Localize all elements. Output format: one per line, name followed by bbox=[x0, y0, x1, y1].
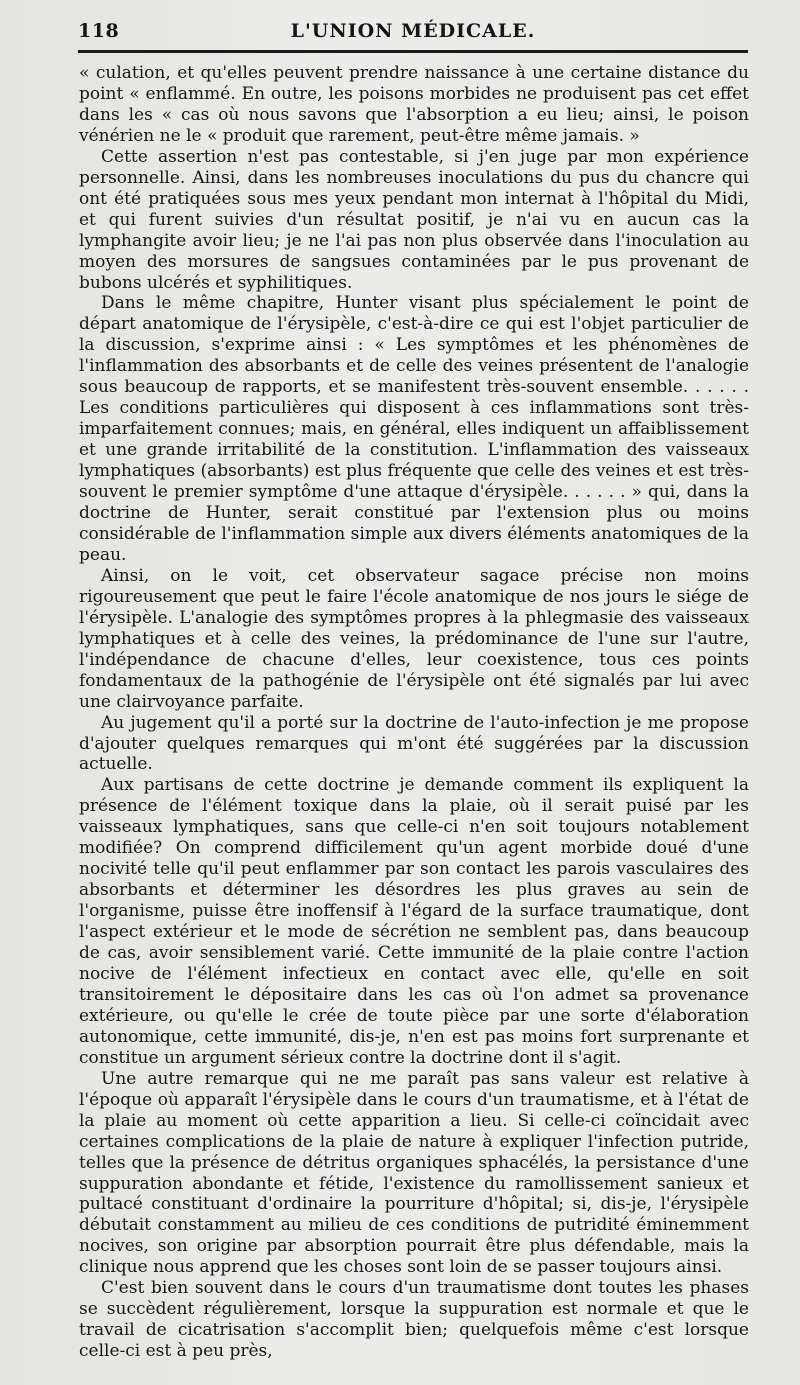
article-body bbox=[79, 63, 749, 1362]
paragraph: Au jugement qu'il a porté sur la doctrine de l'auto-infection je me propose d'ajouter quelques remarques qui m'ont été suggérées par la discussion actuelle. bbox=[79, 712, 749, 775]
page-number: 118 bbox=[78, 20, 120, 42]
paragraph: Une autre remarque qui ne me paraît pas sans valeur est relative à l'époque où apparaît l'érysipèle dans le cours d'un traumatisme, et à l'état de la plaie au moment où cette apparition a lieu. Si celle-ci coïncidait avec certaines complications de la plaie de nature à expliquer l'infection putride, telles que la présence de détritus organiques sphacélés, la persistance d'une suppuration abondante et fétide, l'existence du ramollissement sanieux et pultacé constituant d'ordinaire la pourriture d'hôpital; si, dis-je, l'érysipèle débutait constamment au milieu de ces conditions de putridité éminemment nocives, son origine par absorption pourrait être plus défendable, mais la clinique nous apprend que les choses sont loin de se passer toujours ainsi. bbox=[79, 1068, 749, 1278]
running-title: L'UNION MÉDICALE. bbox=[290, 20, 536, 42]
header-rule bbox=[78, 50, 748, 53]
paragraph: C'est bien souvent dans le cours d'un traumatisme dont toutes les phases se succèdent régulièrement, lorsque la suppuration est normale et que le travail de cicatrisation s'accomplit bien; quelquefois même c'est lorsque celle-ci est à peu près, bbox=[79, 1278, 749, 1362]
paragraph-quote-continuation: « culation, et qu'elles peuvent prendre naissance à une certaine distance du point « enflammé. En outre, les poisons morbides ne produisent pas cet effet dans les « cas où nous savons que l'absorption a eu lieu; ainsi, le poison vénérien ne le « produit que rarement, peut-être même jamais. » bbox=[79, 63, 749, 146]
paragraph: Cette assertion n'est pas contestable, si j'en juge par mon expérience personnelle. Ainsi, dans les nombreuses inoculations du pus du chancre qui ont été pratiquées sous mes yeux pendant mon internat à l'hôpital du Midi, et qui furent suivies d'un résultat positif, je n'ai vu en aucun cas la lymphangite avoir lieu; je ne l'ai pas non plus observée dans l'inoculation au moyen des morsures de sangsues contaminées par le pus provenant de bubons ulcérés et syphilitiques. bbox=[79, 146, 749, 293]
paragraph: Aux partisans de cette doctrine je demande comment ils expliquent la présence de l'élément toxique dans la plaie, où il serait puisé par les vaisseaux lymphatiques, sans que celle-ci n'en soit toujours notablement modifiée? On comprend difficilement qu'un agent morbide doué d'une nocivité telle qu'il peut enflammer par son contact les parois vasculaires des absorbants et déterminer les désordres les plus graves au sein de l'organisme, puisse être inoffensif à l'égard de la surface traumatique, dont l'aspect extérieur et le mode de sécrétion ne semblent pas, dans beaucoup de cas, avoir sensiblement varié. Cette immunité de la plaie contre l'action nocive de l'élément infectieux en contact avec elle, qu'elle en soit transitoirement le dépositaire dans les cas où l'on admet sa provenance extérieure, ou qu'elle le crée de toute pièce par une sorte d'élaboration autonomique, cette immunité, dis-je, n'en est pas moins fort surprenante et constitue un argument sérieux contre la doctrine dont il s'agit. bbox=[79, 775, 749, 1068]
page-header bbox=[78, 18, 748, 46]
paragraph: Dans le même chapitre, Hunter visant plus spécialement le point de départ anatomique de l'érysipèle, c'est-à-dire ce qui est l'objet particulier de la discussion, s'exprime ainsi : « Les symptômes et les phénomènes de l'inflammation des absorbants et de celle des veines présentent de l'analogie sous beaucoup de rapports, et se manifestent très-souvent ensemble. . . . . . Les conditions particulières qui disposent à ces inflammations sont très-imparfaitement connues; mais, en général, elles indiquent un affaiblissement et une grande irritabilité de la constitution. L'inflammation des vaisseaux lymphatiques (absorbants) est plus fréquente que celle des veines et est très-souvent le premier symptôme d'une attaque d'érysipèle. . . . . . » qui, dans la doctrine de Hunter, serait constitué par l'extension plus ou moins considérable de l'inflammation simple aux divers éléments anatomiques de la peau. bbox=[79, 293, 749, 565]
paragraph: Ainsi, on le voit, cet observateur sagace précise non moins rigoureusement que peut le faire l'école anatomique de nos jours le siége de l'érysipèle. L'analogie des symptômes propres à la phlegmasie des vaisseaux lymphatiques et à celle des veines, la prédominance de l'une sur l'autre, l'indépendance de chacune d'elles, leur coexistence, tous ces points fondamentaux de la pathogénie de l'érysipèle ont été signalés par lui avec une clairvoyance parfaite. bbox=[79, 565, 749, 712]
